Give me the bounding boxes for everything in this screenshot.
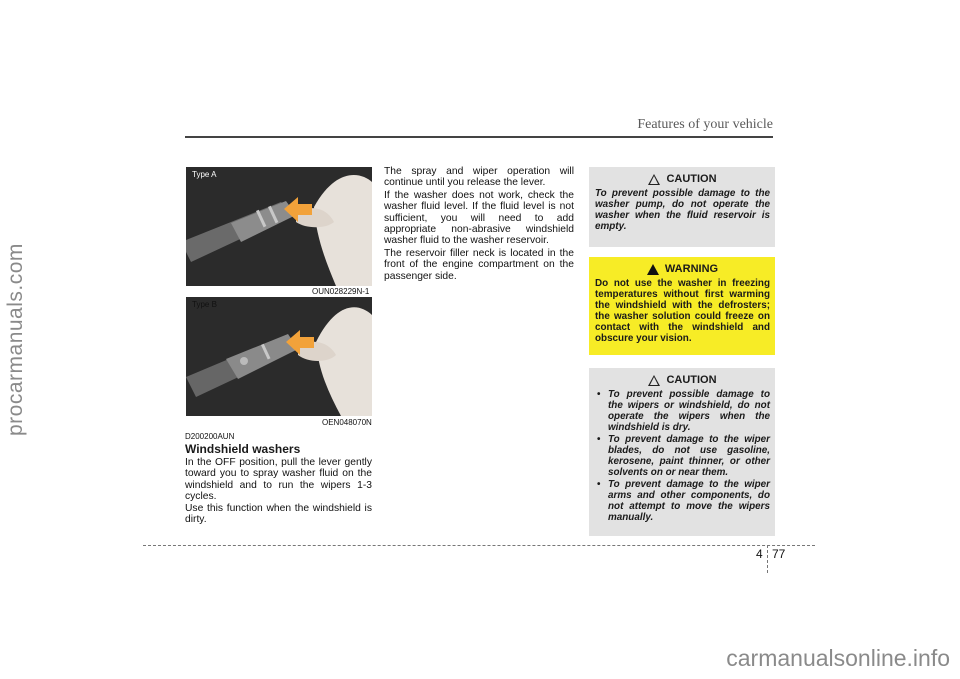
document-code: D200200AUN (185, 432, 235, 441)
side-watermark: procarmanuals.com (4, 243, 27, 437)
caution-triangle-icon (648, 174, 660, 185)
paragraph: If the washer does not work, check the washer fluid level. If the fluid level is not sufficient, you will need to add appropriate non-abrasive windshield washer fluid to the washer reservoir. (384, 190, 574, 247)
stalk-illustration-a (186, 167, 372, 286)
caution-list-item: • To prevent damage to the wiper arms and other components, do not attempt to move the wipers manually. (595, 479, 770, 523)
figure-label-type-a: Type A (192, 170, 217, 179)
page-header-title: Features of your vehicle (637, 117, 773, 132)
caution-title: CAUTION (666, 173, 717, 185)
figure-type-b (186, 297, 372, 416)
bottom-watermark: carmanualsonline.info (726, 645, 950, 671)
paragraph: The reservoir filler neck is located in the front of the engine compartment on the passenger side. (384, 248, 574, 282)
stalk-illustration-b (186, 297, 372, 416)
section-heading: Windshield washers (185, 442, 301, 456)
caution-triangle-icon (648, 375, 660, 386)
caution-box-washer-pump (589, 167, 775, 247)
page-chapter-number: 4 (756, 547, 763, 561)
figure-type-a (186, 167, 372, 286)
warning-title: WARNING (664, 263, 719, 275)
warning-text: Do not use the washer in freezing temperatures without first warming the windshield with the defrosters; the washer solution could freeze on contact with the windshield and obscure your vision. (595, 278, 770, 344)
caution-list-item: • To prevent possible damage to the wipers or windshield, do not operate the wipers when the windshield is dry. (595, 389, 770, 433)
warning-box-freezing (589, 257, 775, 355)
figure-code-b: OEN048070N (322, 418, 372, 427)
header-rule (185, 136, 773, 138)
caution-title: CAUTION (666, 374, 717, 386)
footer-divider (767, 545, 768, 573)
figure-code-a: OUN028229N-1 (312, 287, 370, 296)
paragraph: Use this function when the windshield is dirty. (185, 503, 372, 526)
paragraph: The spray and wiper operation will continue until you release the lever. (384, 166, 574, 189)
caution-box-wipers (589, 368, 775, 536)
footer-rule (143, 545, 815, 546)
caution-list-item: • To prevent damage to the wiper blades, do not use gasoline, kerosene, paint thinner, or other solvents on or near them. (595, 434, 770, 478)
caution-text: To prevent possible damage to the washer pump, do not operate the washer when the fluid reservoir is empty. (595, 188, 770, 232)
page-number: 77 (772, 547, 786, 561)
warning-triangle-icon (647, 264, 659, 275)
paragraph: In the OFF position, pull the lever gently toward you to spray washer fluid on the windshield and to run the wipers 1-3 cycles. (185, 457, 372, 502)
caution-list (595, 389, 770, 523)
figure-label-type-b: Type B (192, 300, 217, 309)
